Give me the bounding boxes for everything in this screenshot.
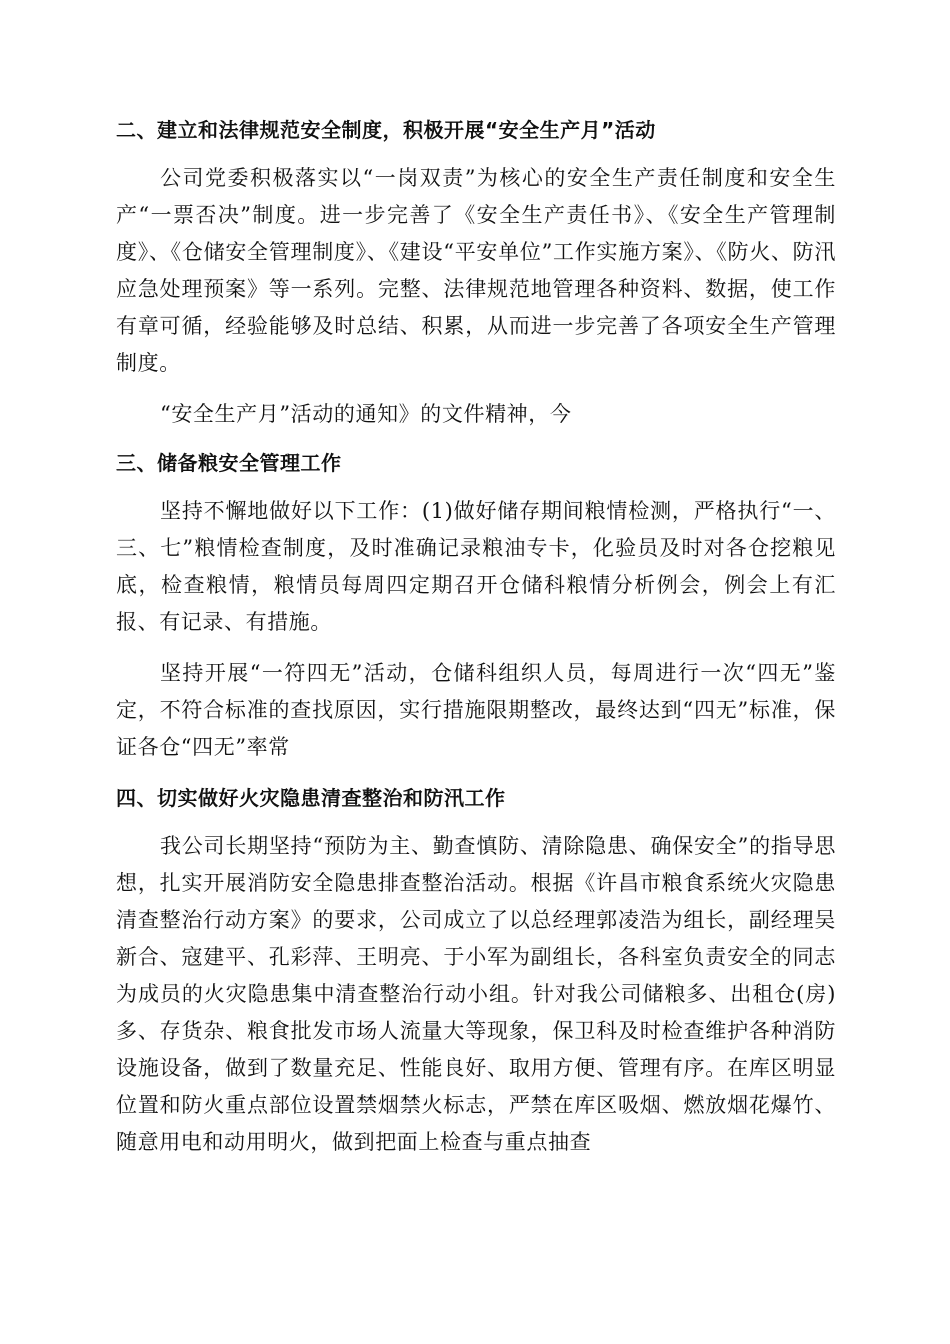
section-heading: 三、储备粮安全管理工作	[116, 451, 342, 475]
paragraph: 坚持开展“一符四无”活动，仓储科组织人员，每周进行一次“四无”鉴定，不符合标准的查找原因，实行措施限期整改，最终达到“四无”标准，保证各仓“四无”率常	[116, 661, 836, 759]
section-heading: 四、切实做好火灾隐患清查整治和防汛工作	[116, 786, 506, 810]
section-3	[116, 445, 836, 766]
section-heading: 二、建立和法律规范安全制度，积极开展“安全生产月”活动	[116, 118, 656, 142]
paragraph: 我公司长期坚持“预防为主、勤查慎防、清除隐患、确保安全”的指导思想，扎实开展消防安全隐患排查整治活动。根据《许昌市粮食系统火灾隐患清查整治行动方案》的要求，公司成立了以总经理郭凌浩为组长，副经理吴新合、寇建平、孔彩萍、王明亮、于小军为副组长，各科室负责安全的同志为成员的火灾隐患集中清查整治行动小组。针对我公司储粮多、出租仓(房)多、存货杂、粮食批发市场人流量大等现象，保卫科及时检查维护各种消防设施设备，做到了数量充足、性能良好、取用方便、管理有序。在库区明显位置和防火重点部位设置禁烟禁火标志，严禁在库区吸烟、燃放烟花爆竹、随意用电和动用明火，做到把面上检查与重点抽查	[116, 834, 836, 1154]
paragraph: “安全生产月”活动的通知》的文件精神，今	[160, 402, 572, 426]
paragraph: 公司党委积极落实以“一岗双责”为核心的安全生产责任制度和安全生产“一票否决”制度。进一步完善了《安全生产责任书》、《安全生产管理制度》、《仓储安全管理制度》、《建设“平安单位”工作实施方案》、《防火、防汛应急处理预案》等一系列。完整、法律规范地管理各种资料、数据，使工作有章可循，经验能够及时总结、积累，从而进一步完善了各项安全生产管理制度。	[116, 166, 836, 375]
document-page	[116, 112, 836, 1175]
paragraph: 坚持不懈地做好以下工作：(1)做好储存期间粮情检测，严格执行“一、三、七”粮情检查制度，及时准确记录粮油专卡，化验员及时对各仓挖粮见底，检查粮情，粮情员每周四定期召开仓储科粮情分析例会，例会上有汇报、有记录、有措施。	[116, 499, 836, 634]
section-2	[116, 112, 836, 433]
section-4	[116, 780, 836, 1161]
